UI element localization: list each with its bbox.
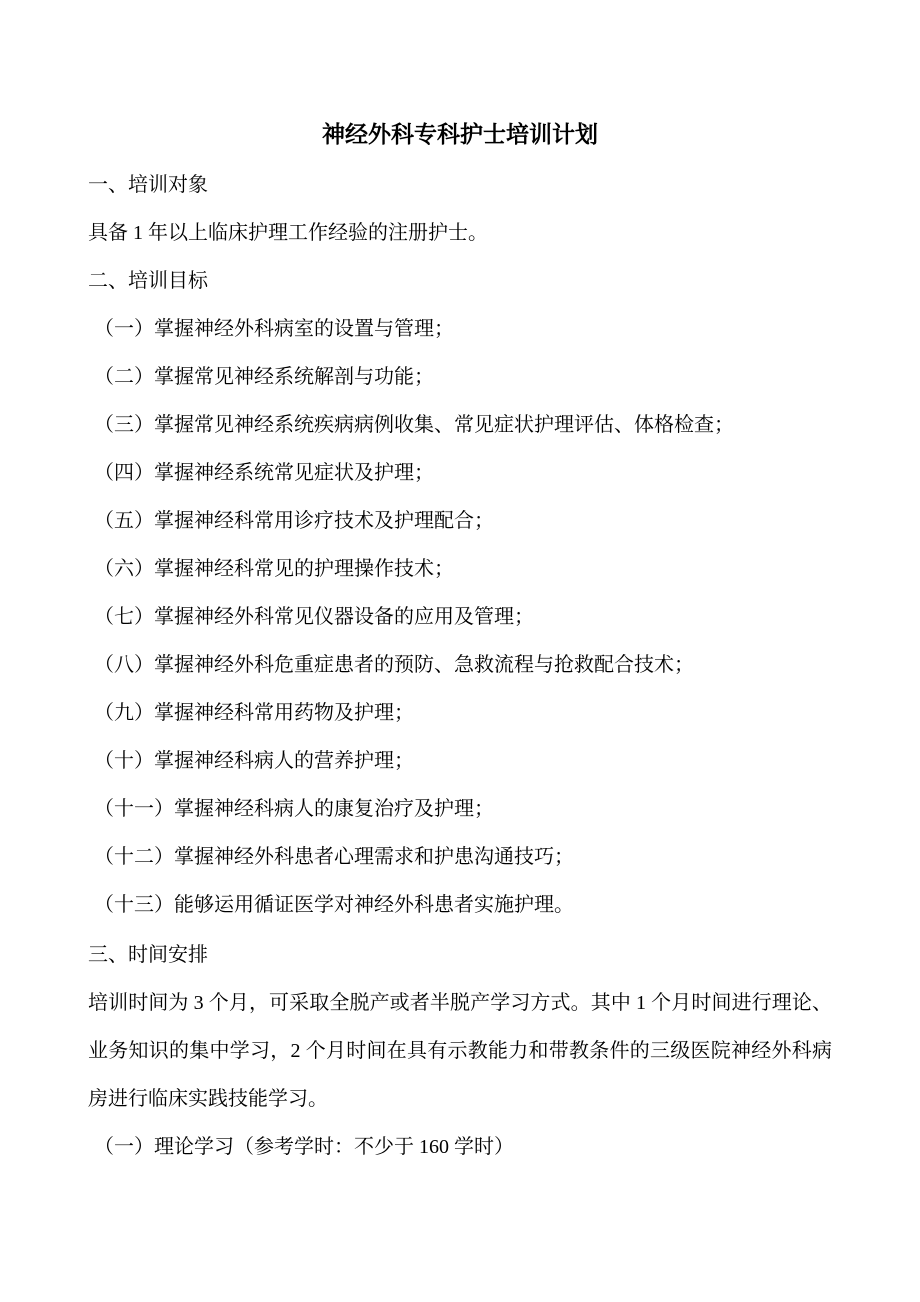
goal-item: （五）掌握神经科常用诊疗技术及护理配合； (94, 510, 494, 532)
theory-study-heading: （一）理论学习（参考学时：不少于 160 学时） (94, 1136, 514, 1158)
section-heading-goals: 二、培训目标 (88, 270, 208, 292)
schedule-paragraph: 培训时间为 3 个月，可采取全脱产或者半脱产学习方式。其中 1 个月时间进行理论、业务知识的集中学习，2 个月时间在具有示教能力和带教条件的三级医院神经外科病房进行临床实践技能学习。 (88, 992, 832, 1110)
goal-item: （四）掌握神经系统常见症状及护理； (94, 462, 434, 484)
trainees-text: 具备 1 年以上临床护理工作经验的注册护士。 (88, 222, 488, 244)
goal-item: （三）掌握常见神经系统疾病病例收集、常见症状护理评估、体格检查； (94, 414, 734, 436)
goal-item: （八）掌握神经外科危重症患者的预防、急救流程与抢救配合技术； (94, 654, 694, 676)
document-title: 神经外科专科护士培训计划 (322, 122, 598, 147)
goal-item: （一）掌握神经外科病室的设置与管理； (94, 318, 454, 340)
goal-item: （九）掌握神经科常用药物及护理； (94, 702, 414, 724)
goal-item: （十）掌握神经科病人的营养护理； (94, 750, 414, 772)
document-body (88, 161, 832, 1171)
section-heading-trainees: 一、培训对象 (88, 174, 208, 196)
goal-item: （十二）掌握神经外科患者心理需求和护患沟通技巧； (94, 846, 574, 868)
goal-item: （二）掌握常见神经系统解剖与功能； (94, 366, 434, 388)
goal-item: （六）掌握神经科常见的护理操作技术； (94, 558, 454, 580)
goal-item: （十三）能够运用循证医学对神经外科患者实施护理。 (94, 894, 574, 916)
section-heading-schedule: 三、时间安排 (88, 944, 208, 966)
goal-item: （十一）掌握神经科病人的康复治疗及护理； (94, 798, 494, 820)
goal-item: （七）掌握神经外科常见仪器设备的应用及管理； (94, 606, 534, 628)
